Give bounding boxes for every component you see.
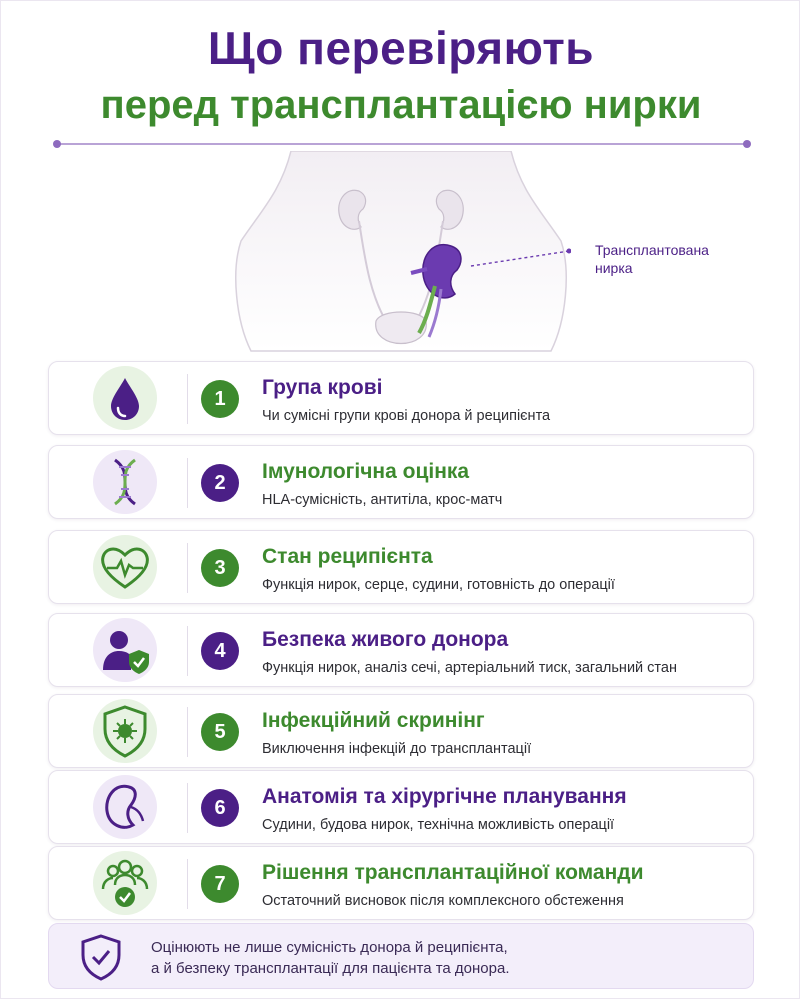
step-number: 6 <box>201 789 239 827</box>
check-title: Безпека живого донора <box>262 628 509 651</box>
check-card-blood-group <box>48 361 754 435</box>
kidney-outline-icon <box>93 775 157 839</box>
check-description: Функція нирок, серце, судини, готовність до операції <box>262 577 615 593</box>
summary-note <box>48 923 754 989</box>
heart-pulse-icon <box>93 535 157 599</box>
step-number: 1 <box>201 380 239 418</box>
check-description: Судини, будова нирок, технічна можливість операції <box>262 817 615 833</box>
transplant-callout <box>595 241 765 277</box>
check-card-immunology <box>48 445 754 519</box>
summary-text <box>151 937 510 979</box>
check-card-team-decision <box>48 846 754 920</box>
virus-shield-icon <box>93 699 157 763</box>
dna-icon <box>93 450 157 514</box>
check-title: Рішення трансплантаційної команди <box>262 861 644 884</box>
check-title: Імунологічна оцінка <box>262 460 470 483</box>
check-description: Виключення інфекцій до трансплантації <box>262 741 532 757</box>
bladder <box>376 312 427 344</box>
step-number: 5 <box>201 713 239 751</box>
check-card-infection <box>48 694 754 768</box>
check-description: Чи сумісні групи крові донора й реципієнта <box>262 408 551 424</box>
step-number: 7 <box>201 865 239 903</box>
blood-drop-icon <box>93 366 157 430</box>
callout-label-2: нирка <box>595 260 633 276</box>
check-description: Функція нирок, аналіз сечі, артеріальний тиск, загальний стан <box>262 660 677 676</box>
check-card-donor-safety <box>48 613 754 687</box>
check-description: HLA-сумісність, антитіла, крос-матч <box>262 492 503 508</box>
page-title: Що перевіряють <box>207 22 595 74</box>
summary-line-2: а й безпеку трансплантації для пацієнта та донора. <box>151 960 510 977</box>
step-number: 4 <box>201 632 239 670</box>
check-title: Анатомія та хірургічне планування <box>262 785 627 808</box>
callout-label-1: Трансплантована <box>595 242 709 258</box>
check-card-recipient <box>48 530 754 604</box>
team-check-icon <box>93 851 157 915</box>
person-shield-icon <box>93 618 157 682</box>
summary-line-1: Оцінюють не лише сумісність донора й реципієнта, <box>151 939 508 956</box>
body-kidney-illustration <box>231 151 571 356</box>
check-description: Остаточний висновок після комплексного обстеження <box>262 893 624 909</box>
shield-check-icon <box>79 933 123 981</box>
step-number: 3 <box>201 549 239 587</box>
check-title: Стан реципієнта <box>262 545 433 568</box>
title-divider <box>57 143 747 145</box>
check-title: Інфекційний скринінг <box>262 709 485 732</box>
page-subtitle: перед трансплантацією нирки <box>100 83 702 127</box>
check-title: Група крові <box>262 376 383 399</box>
step-number: 2 <box>201 464 239 502</box>
check-card-anatomy <box>48 770 754 844</box>
